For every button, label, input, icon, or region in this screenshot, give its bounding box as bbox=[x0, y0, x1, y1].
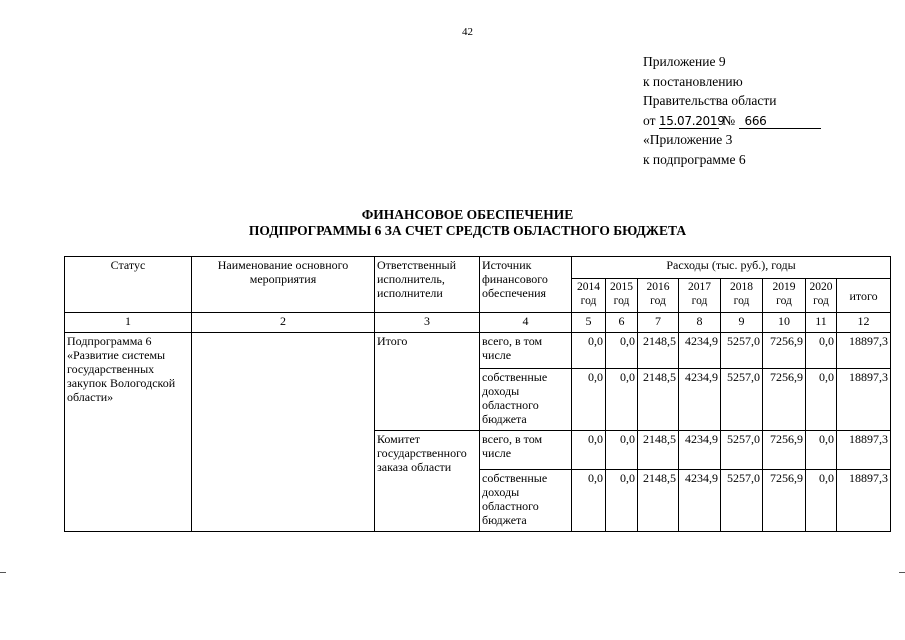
column-number: 7 bbox=[638, 313, 679, 333]
total-cell: 18897,3 bbox=[837, 333, 891, 369]
value-cell: 5257,0 bbox=[721, 470, 763, 532]
value-cell: 7256,9 bbox=[763, 333, 806, 369]
header-source: Источник финансового обеспечения bbox=[480, 257, 572, 313]
date-prefix: от bbox=[643, 112, 656, 128]
value-cell: 0,0 bbox=[606, 369, 638, 431]
year-header: 2019 год bbox=[763, 279, 806, 313]
column-number: 5 bbox=[572, 313, 606, 333]
value-cell: 5257,0 bbox=[721, 333, 763, 369]
year-header: 2015 год bbox=[606, 279, 638, 313]
table-row bbox=[65, 333, 891, 369]
left-fold-mark bbox=[0, 572, 6, 573]
value-cell: 0,0 bbox=[606, 333, 638, 369]
value-cell: 4234,9 bbox=[679, 431, 721, 470]
column-number: 10 bbox=[763, 313, 806, 333]
appendix-line-1: Приложение 9 bbox=[643, 54, 726, 69]
value-cell: 0,0 bbox=[572, 431, 606, 470]
column-numbers-row bbox=[65, 313, 891, 333]
column-number: 1 bbox=[65, 313, 192, 333]
title-line-1: ФИНАНСОВОЕ ОБЕСПЕЧЕНИЕ bbox=[361, 207, 574, 222]
header-measure: Наименование основного мероприятия bbox=[192, 257, 375, 313]
column-number: 9 bbox=[721, 313, 763, 333]
source-cell: собственные доходы областного бюджета bbox=[480, 470, 572, 532]
measure-cell bbox=[192, 333, 375, 532]
value-cell: 2148,5 bbox=[638, 333, 679, 369]
value-cell: 7256,9 bbox=[763, 470, 806, 532]
value-cell: 0,0 bbox=[806, 470, 837, 532]
appendix-line-3: Правительства области bbox=[643, 93, 777, 108]
column-number: 8 bbox=[679, 313, 721, 333]
year-header: 2016 год bbox=[638, 279, 679, 313]
value-cell: 4234,9 bbox=[679, 470, 721, 532]
value-cell: 2148,5 bbox=[638, 470, 679, 532]
year-header: 2014 год bbox=[572, 279, 606, 313]
appendix-line-5: «Приложение 3 bbox=[643, 132, 733, 147]
title-line-2: ПОДПРОГРАММЫ 6 ЗА СЧЕТ СРЕДСТВ ОБЛАСТНОГО БЮДЖЕТА bbox=[248, 223, 687, 238]
executor-cell: Итого bbox=[375, 333, 480, 431]
column-number: 12 bbox=[837, 313, 891, 333]
value-cell: 0,0 bbox=[806, 431, 837, 470]
header-status: Статус bbox=[65, 257, 192, 313]
appendix-line-2: к постановлению bbox=[643, 73, 743, 89]
value-cell: 5257,0 bbox=[721, 369, 763, 431]
year-header: 2017 год bbox=[679, 279, 721, 313]
value-cell: 0,0 bbox=[606, 431, 638, 470]
value-cell: 0,0 bbox=[806, 369, 837, 431]
source-cell: собственные доходы областного бюджета bbox=[480, 369, 572, 431]
value-cell: 0,0 bbox=[572, 470, 606, 532]
appendix-date-line bbox=[643, 111, 821, 131]
decree-number: 666 bbox=[739, 114, 821, 129]
right-fold-mark bbox=[899, 572, 905, 573]
column-number: 6 bbox=[606, 313, 638, 333]
page-number: 42 bbox=[462, 26, 473, 38]
year-header: 2018 год bbox=[721, 279, 763, 313]
value-cell: 4234,9 bbox=[679, 333, 721, 369]
total-cell: 18897,3 bbox=[837, 369, 891, 431]
value-cell: 0,0 bbox=[606, 470, 638, 532]
value-cell: 0,0 bbox=[572, 333, 606, 369]
value-cell: 7256,9 bbox=[763, 369, 806, 431]
document-title bbox=[0, 207, 905, 239]
value-cell: 2148,5 bbox=[638, 369, 679, 431]
source-cell: всего, в том числе bbox=[480, 333, 572, 369]
value-cell: 5257,0 bbox=[721, 431, 763, 470]
value-cell: 0,0 bbox=[806, 333, 837, 369]
appendix-header bbox=[643, 52, 821, 169]
number-prefix: № bbox=[722, 112, 736, 128]
total-cell: 18897,3 bbox=[837, 431, 891, 470]
column-number: 3 bbox=[375, 313, 480, 333]
financing-table bbox=[64, 256, 891, 532]
column-number: 11 bbox=[806, 313, 837, 333]
header-total: итого bbox=[837, 279, 891, 313]
column-number: 4 bbox=[480, 313, 572, 333]
value-cell: 0,0 bbox=[572, 369, 606, 431]
total-cell: 18897,3 bbox=[837, 470, 891, 532]
year-header: 2020 год bbox=[806, 279, 837, 313]
value-cell: 2148,5 bbox=[638, 431, 679, 470]
decree-date: 15.07.2019 bbox=[658, 113, 725, 128]
header-executor: Ответственный исполнитель, исполнители bbox=[375, 257, 480, 313]
value-cell: 7256,9 bbox=[763, 431, 806, 470]
appendix-line-6: к подпрограмме 6 bbox=[643, 151, 746, 167]
status-cell: Подпрограмма 6 «Развитие системы государственных закупок Вологодской области» bbox=[65, 333, 192, 532]
value-cell: 4234,9 bbox=[679, 369, 721, 431]
header-expenses: Расходы (тыс. руб.), годы bbox=[572, 257, 891, 279]
source-cell: всего, в том числе bbox=[480, 431, 572, 470]
executor-cell: Комитет государственного заказа области bbox=[375, 431, 480, 532]
column-number: 2 bbox=[192, 313, 375, 333]
